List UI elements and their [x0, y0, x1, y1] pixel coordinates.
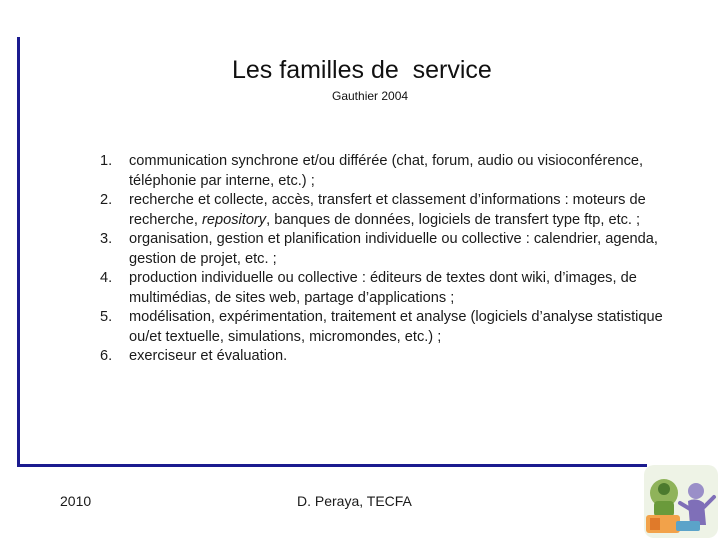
list-item-number: 2. [100, 192, 113, 208]
list-item-text: recherche et collecte, accès, transfert et classement d’informations : moteurs de recherche, [129, 192, 646, 228]
list-item-text: production individuelle ou collective : éditeurs de textes dont wiki, d’images, de multimédias, de sites web, partage d’applications ; [129, 270, 637, 306]
list-item-text: , banques de données, logiciels de transfert type ftp, etc. ; [266, 211, 641, 228]
slide-title: Les familles de service [232, 56, 492, 84]
list-item-emphasis: repository [202, 211, 267, 228]
list-item-text: communication synchrone et/ou différée (chat, forum, audio ou visioconférence, téléphonie par interne, etc.) ; [129, 153, 644, 189]
list-item [100, 152, 680, 191]
list-item-text: modélisation, expérimentation, traitement et analyse (logiciels d’analyse statistique ou/et textuelle, simulations, micromondes, etc.) ; [129, 309, 663, 345]
list-item-number: 5. [100, 309, 113, 325]
list-item [100, 269, 680, 308]
list-item-text: organisation, gestion et planification individuelle ou collective : calendrier, agenda, gestion de projet, etc. ; [129, 231, 658, 267]
list-item-text: exerciseur et évaluation. [129, 348, 288, 364]
list-item [100, 308, 680, 347]
list-item-number: 3. [100, 231, 113, 247]
slide-subtitle: Gauthier 2004 [332, 89, 409, 103]
list-item [100, 347, 680, 367]
list-item-number: 4. [100, 270, 113, 286]
bottom-accent-bar [17, 464, 647, 467]
tecfa-mascot-logo [640, 463, 720, 540]
list-item [100, 230, 680, 269]
list-item [100, 191, 680, 230]
left-accent-bar [17, 37, 20, 467]
list-item-number: 1. [100, 153, 113, 169]
footer-year: 2010 [60, 493, 92, 509]
service-list [100, 152, 680, 367]
list-item-number: 6. [100, 348, 113, 364]
footer-author: D. Peraya, TECFA [297, 493, 412, 509]
